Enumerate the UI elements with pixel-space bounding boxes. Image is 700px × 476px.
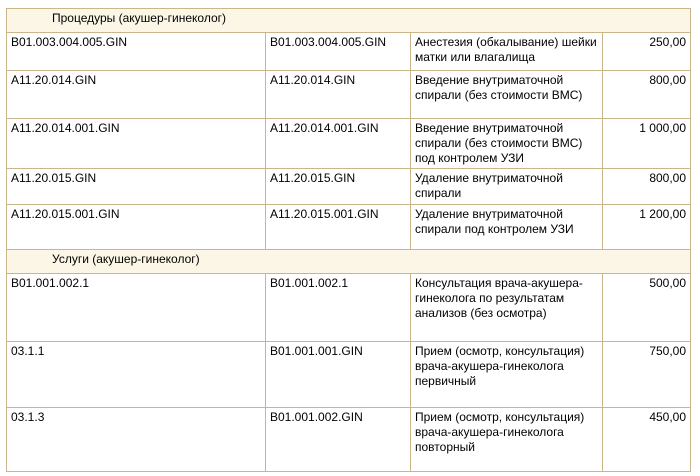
service-code-alt: A11.20.014.GIN (266, 71, 411, 119)
section-title: Услуги (акушер-гинеколог) (7, 250, 691, 274)
service-code: A11.20.014.GIN (7, 71, 266, 119)
section-title: Процедуры (акушер-гинеколог) (7, 9, 691, 33)
service-name: Введение внутриматочной спирали (без стоимости ВМС) под контролем УЗИ (411, 119, 603, 169)
service-price: 750,00 (603, 342, 691, 408)
service-code-alt: B01.001.001.GIN (266, 342, 411, 408)
service-name: Удаление внутриматочной спирали под контролем УЗИ (411, 205, 603, 250)
table-row (7, 205, 691, 250)
service-code-alt: B01.001.002.1 (266, 274, 411, 342)
table-row (7, 408, 691, 472)
service-price: 800,00 (603, 169, 691, 205)
table-row (7, 71, 691, 119)
table-row (7, 169, 691, 205)
service-name: Прием (осмотр, консультация) врача-акушера-гинеколога повторный (411, 408, 603, 472)
price-table (6, 8, 691, 472)
service-code: 03.1.1 (7, 342, 266, 408)
service-name: Анестезия (обкалывание) шейки матки или влагалища (411, 33, 603, 71)
service-price: 800,00 (603, 71, 691, 119)
table-row (7, 274, 691, 342)
service-code-alt: B01.001.002.GIN (266, 408, 411, 472)
service-code: B01.003.004.005.GIN (7, 33, 266, 71)
service-code: 03.1.3 (7, 408, 266, 472)
service-code: A11.20.015.GIN (7, 169, 266, 205)
service-code-alt: A11.20.014.001.GIN (266, 119, 411, 169)
service-price: 450,00 (603, 408, 691, 472)
service-name: Прием (осмотр, консультация) врача-акушера-гинеколога первичный (411, 342, 603, 408)
service-price: 1 000,00 (603, 119, 691, 169)
table-row (7, 342, 691, 408)
table-row (7, 119, 691, 169)
service-code-alt: A11.20.015.GIN (266, 169, 411, 205)
service-code: B01.001.002.1 (7, 274, 266, 342)
service-price: 500,00 (603, 274, 691, 342)
service-code-alt: A11.20.015.001.GIN (266, 205, 411, 250)
service-code: A11.20.014.001.GIN (7, 119, 266, 169)
table-row (7, 33, 691, 71)
section-header-services (7, 250, 691, 274)
service-price: 1 200,00 (603, 205, 691, 250)
service-name: Консультация врача-акушера-гинеколога по результатам анализов (без осмотра) (411, 274, 603, 342)
section-header-procedures (7, 9, 691, 33)
service-code-alt: B01.003.004.005.GIN (266, 33, 411, 71)
service-name: Введение внутриматочной спирали (без стоимости ВМС) (411, 71, 603, 119)
service-name: Удаление внутриматочной спирали (411, 169, 603, 205)
service-code: A11.20.015.001.GIN (7, 205, 266, 250)
service-price: 250,00 (603, 33, 691, 71)
